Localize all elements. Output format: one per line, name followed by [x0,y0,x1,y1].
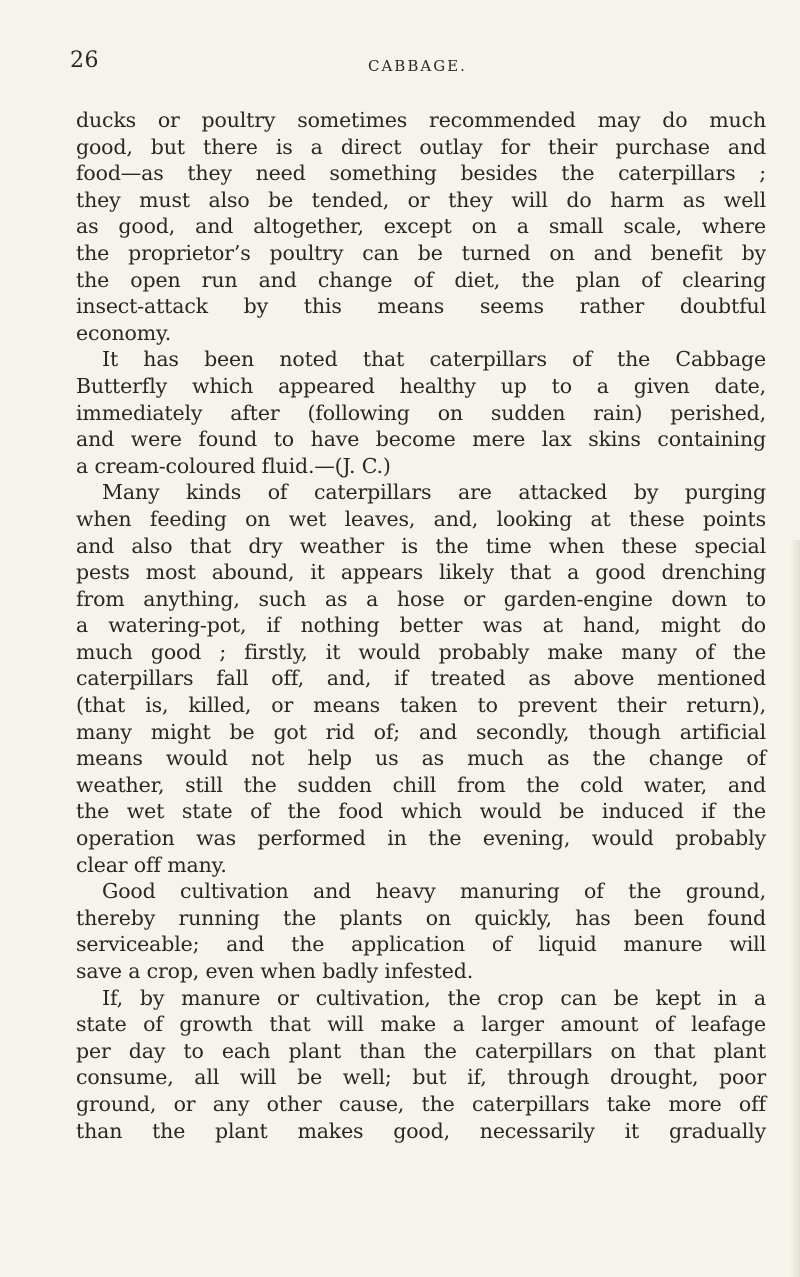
page-edge-shadow [790,540,800,1277]
text-line: serviceable; and the application of liquid manure will [76,932,766,957]
body-text [76,107,766,1144]
text-line: many might be got rid of; and secondly, though artificial [76,719,766,744]
text-line: a cream-coloured fluid.—(J. C.) [76,453,391,478]
text-line: immediately after (following on sudden rain) perished, [76,400,766,425]
text-line: operation was performed in the evening, would probably [76,826,766,851]
text-line: means would not help us as much as the change of [76,746,766,771]
text-line: ducks or poultry sometimes recommended may do much [76,108,766,132]
text-line: than the plant makes good, necessarily it gradually [76,1118,766,1143]
page-number: 26 [70,48,99,73]
text-line: and were found to have become mere lax skins containing [76,427,766,452]
text-line: Good cultivation and heavy manuring of the ground, [102,879,766,904]
text-line: per day to each plant than the caterpillars on that plant [76,1038,766,1063]
text-line: (that is, killed, or means taken to prevent their return), [76,693,766,718]
text-line: the wet state of the food which would be induced if the [76,799,766,824]
text-line: good, but there is a direct outlay for their purchase and [76,134,766,159]
text-line: Butterfly which appeared healthy up to a given date, [76,373,766,398]
text-line: and also that dry weather is the time when these special [76,533,766,558]
text-line: economy. [76,320,172,345]
text-line: It has been noted that caterpillars of the Cabbage [102,347,766,372]
text-line: insect-attack by this means seems rather doubtful [76,294,766,319]
text-line: clear off many. [76,852,227,877]
text-line: ground, or any other cause, the caterpillars take more off [76,1091,766,1116]
text-line: caterpillars fall off, and, if treated as above mentioned [76,666,766,691]
text-line: Many kinds of caterpillars are attacked by purging [102,480,766,505]
text-line: weather, still the sudden chill from the cold water, and [76,772,766,797]
text-line: the open run and change of diet, the plan of clearing [76,267,766,292]
text-line: thereby running the plants on quickly, has been found [76,905,766,930]
text-line: the proprietor’s poultry can be turned on and benefit by [76,240,766,265]
text-line: state of growth that will make a larger amount of leafage [76,1012,766,1037]
text-line: as good, and altogether, except on a small scale, where [76,214,766,239]
text-line: when feeding on wet leaves, and, looking at these points [76,506,766,531]
text-line: from anything, such as a hose or garden-engine down to [76,586,766,611]
text-line: consume, all will be well; but if, through drought, poor [76,1065,766,1090]
text-line: much good ; firstly, it would probably make many of the [76,639,766,664]
text-line: food—as they need something besides the caterpillars ; [76,161,766,186]
running-title: CABBAGE. [368,57,467,75]
text-line: they must also be tended, or they will do harm as well [76,187,766,212]
text-line: If, by manure or cultivation, the crop can be kept in a [102,985,766,1010]
text-line: a watering-pot, if nothing better was at hand, might do [76,613,766,638]
text-line: pests most abound, it appears likely that a good drenching [76,560,766,585]
text-line: save a crop, even when badly infested. [76,959,474,983]
